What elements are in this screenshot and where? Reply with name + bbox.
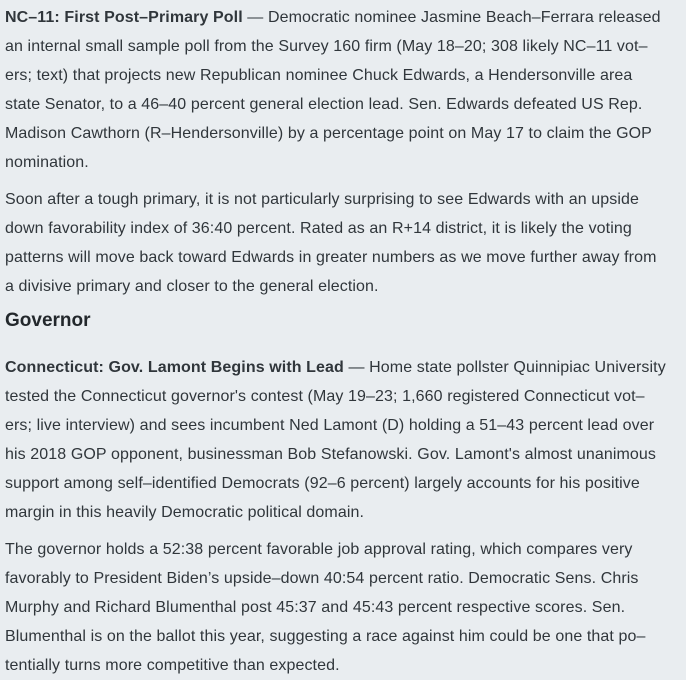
text-line	[5, 214, 682, 243]
text-line	[5, 185, 682, 214]
text-line	[5, 119, 682, 148]
text-line	[5, 651, 682, 680]
text-segment: patterns will move back toward Edwards in greater numbers as we move further away from	[5, 249, 657, 266]
text-line	[5, 90, 682, 119]
bold-lead-in: Connecticut: Gov. Lamont Begins with Lead	[5, 359, 344, 376]
paragraph-nc11-post-primary-poll	[5, 3, 682, 177]
text-segment: — Democratic nominee Jasmine Beach–Ferrara released	[242, 9, 661, 26]
text-line	[5, 535, 682, 564]
article-body	[5, 3, 682, 680]
paragraph-edwards-favorability	[5, 185, 682, 301]
bold-lead-in: NC–11: First Post–Primary Poll	[5, 9, 243, 26]
text-line	[5, 440, 682, 469]
text-segment: Murphy and Richard Blumenthal post 45:37 and 45:43 percent respective scores. Sen.	[5, 599, 626, 616]
text-segment: tested the Connecticut governor's contest (May 19–23; 1,660 registered Connecticut vot–	[5, 388, 645, 405]
text-line	[5, 593, 682, 622]
text-segment: ers; text) that projects new Republican nominee Chuck Edwards, a Hendersonville area	[5, 67, 633, 84]
text-segment: Madison Cawthorn (R–Hendersonville) by a percentage point on May 17 to claim the GOP	[5, 125, 652, 142]
text-line	[5, 564, 682, 593]
text-segment: his 2018 GOP opponent, businessman Bob Stefanowski. Gov. Lamont's almost unanimous	[5, 446, 657, 463]
text-segment: — Home state pollster Quinnipiac University	[343, 359, 666, 376]
paragraph-lamont-job-approval	[5, 535, 682, 680]
text-segment: margin in this heavily Democratic political domain.	[5, 504, 365, 521]
text-segment: favorably to President Biden’s upside–down 40:54 percent ratio. Democratic Sens. Chris	[5, 570, 639, 587]
text-segment: an internal small sample poll from the Survey 160 firm (May 18–20; 308 likely NC–11 vot–	[5, 38, 648, 55]
paragraph-connecticut-lamont-lead	[5, 353, 682, 527]
text-segment: support among self–identified Democrats (92–6 percent) largely accounts for his positive	[5, 475, 640, 492]
text-line	[5, 353, 682, 382]
text-line	[5, 622, 682, 651]
text-segment: The governor holds a 52:38 percent favorable job approval rating, which compares very	[5, 541, 633, 558]
text-line	[5, 3, 682, 32]
text-segment: nomination.	[5, 154, 89, 171]
text-line	[5, 272, 682, 301]
text-line	[5, 32, 682, 61]
text-line	[5, 411, 682, 440]
text-line	[5, 498, 682, 527]
text-segment: ers; live interview) and sees incumbent Ned Lamont (D) holding a 51–43 percent lead over	[5, 417, 655, 434]
text-segment: a divisive primary and closer to the general election.	[5, 278, 379, 295]
text-line	[5, 243, 682, 272]
text-segment: down favorability index of 36:40 percent. Rated as an R+14 district, it is likely the voting	[5, 220, 632, 237]
section-heading-governor: Governor	[5, 310, 91, 331]
text-segment: state Senator, to a 46–40 percent general election lead. Sen. Edwards defeated US Rep.	[5, 96, 643, 113]
text-line	[5, 469, 682, 498]
text-line	[5, 61, 682, 90]
text-segment: tentially turns more competitive than expected.	[5, 657, 340, 674]
text-line	[5, 148, 682, 177]
text-segment: Blumenthal is on the ballot this year, suggesting a race against him could be one that po–	[5, 628, 646, 645]
text-segment: Soon after a tough primary, it is not particularly surprising to see Edwards with an upside	[5, 191, 639, 208]
text-line	[5, 382, 682, 411]
